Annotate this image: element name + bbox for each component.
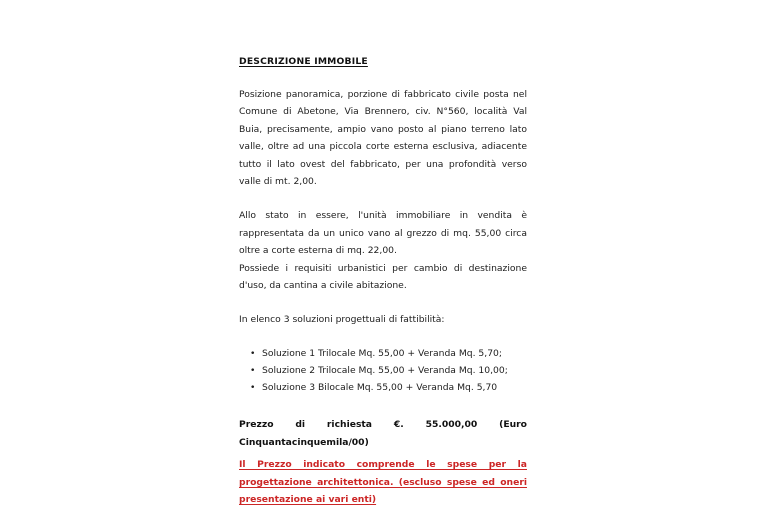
- price-line-2: Cinquantacinquemila/00): [239, 436, 369, 448]
- notice-line-1: Il Prezzo indicato comprende le spese per la: [239, 459, 527, 471]
- bullet-icon: •: [250, 365, 256, 377]
- list-item: [239, 345, 527, 362]
- solutions-lead-in: In elenco 3 soluzioni progettuali di fattibilità:: [239, 314, 445, 326]
- bullet-icon: •: [250, 382, 256, 394]
- price-line-1: Prezzo di richiesta €. 55.000,00 (Euro: [239, 419, 527, 431]
- price-block: [239, 416, 527, 451]
- list-item-label: Soluzione 1 Trilocale Mq. 55,00 + Veranda Mq. 5,70;: [262, 347, 502, 359]
- bullet-icon: •: [250, 347, 256, 359]
- requirements-paragraph: Possiede i requisiti urbanistici per cambio di destinazione d'uso, da cantina a civile abitazione.: [239, 262, 527, 292]
- list-item-label: Soluzione 2 Trilocale Mq. 55,00 + Veranda Mq. 10,00;: [262, 365, 508, 377]
- notice-line-2: progettazione architettonica. (escluso spese ed oneri: [239, 476, 527, 488]
- state-paragraph: Allo stato in essere, l'unità immobiliare in vendita è rappresentata da un unico vano al grezzo di mq. 55,00 circa oltre a corte esterna di mq. 22,00.: [239, 210, 527, 257]
- list-item: [239, 362, 527, 379]
- page-title: DESCRIZIONE IMMOBILE: [239, 56, 368, 67]
- notice-line-3: presentazione ai vari enti): [239, 494, 377, 506]
- list-item: [239, 379, 527, 396]
- list-item-label: Soluzione 3 Bilocale Mq. 55,00 + Veranda Mq. 5,70: [262, 382, 498, 394]
- intro-paragraph: Posizione panoramica, porzione di fabbricato civile posta nel Comune di Abetone, Via Brennero, civ. N°560, località Val Buia, precisamente, ampio vano posto al piano terreno lato valle, oltre ad una piccola corte esterna esclusiva, adiacente tutto il lato ovest del fabbricato, per una profondità verso valle di mt. 2,00.: [239, 89, 527, 188]
- document-text-column: [239, 55, 527, 509]
- solutions-list: [239, 345, 527, 397]
- price-notice-block: [239, 456, 527, 509]
